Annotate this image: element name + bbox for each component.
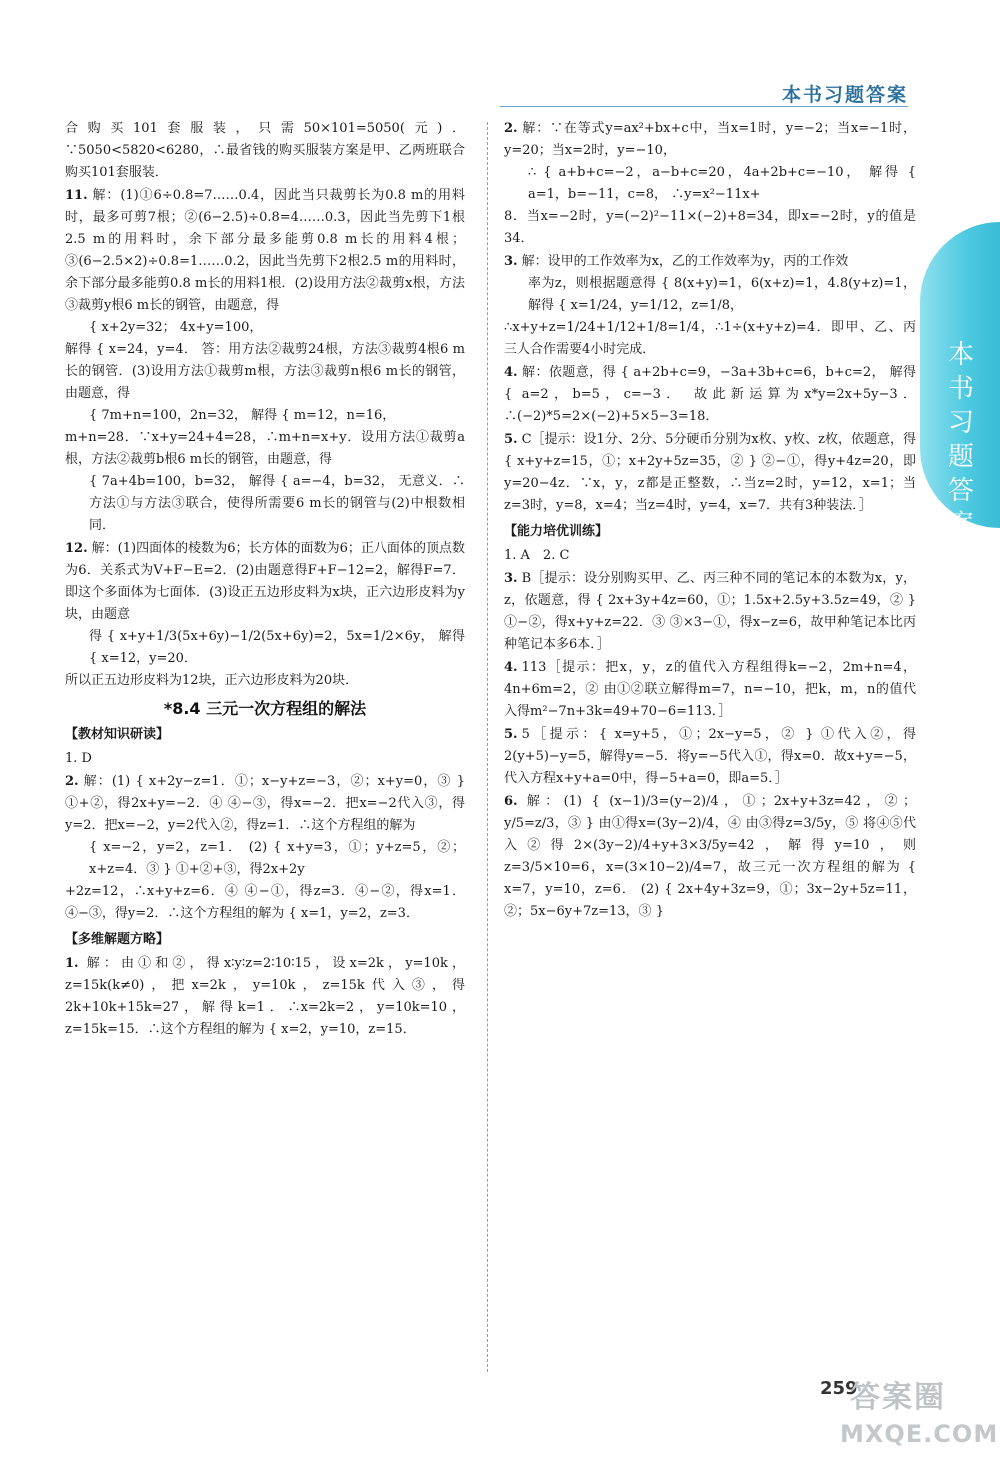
side-tab-label: 本书习题答案 — [947, 340, 974, 540]
answer-n6 — [504, 791, 916, 923]
answer-text: 解：∵在等式y=ax²+bx+c中，当x=1时，y=−2；当x=−1时，y=20；当x=2时，y=−10， — [504, 121, 916, 158]
header-title: 本书习题答案 — [781, 84, 908, 106]
answer-text: 解：依题意，得 { a+2b+c=9，−3a+3b+c=6，b+c=2， 解得 { a=2，b=5，c=−3． 故此新运算为x*y=2x+5y−3．∴(−2)*5=2×(−2)+5×5−3=18． — [504, 365, 916, 424]
answer-text: 解：(1) { (x−1)/3=(y−2)/4，①；2x+y+3z=42，②；y/5=z/3，③ } 由①得x=(3y−2)/4，④ 由③得z=3/5y，⑤ 将④⑤代入②得2×(3y−2)/4+y+3×3/5y=42，解得y=10，则z=3/5×10=6，x=(3×10−2)/4=7，故三元一次方程组的解为 { x=7，y=10，z=6． (2) { 2x+4y+3z=9，①；3x−2y+5z=11，②；5x−6y+7z=13，③ } — [504, 794, 916, 919]
equation-system: ∴ { a+b+c=−2，a−b+c=20，4a+2b+c=−10， 解得 { a=1，b=−11，c=8， ∴y=x²−11x+ — [528, 165, 916, 202]
answer-text: 解得 { x=24，y=4． 答：用方法②裁剪24根，方法③裁剪4根6 m长的钢管．(3)设用方法①裁剪m根，方法③裁剪n根6 m长的钢管，由题意，得 — [65, 342, 465, 401]
question-number: 4. — [504, 365, 518, 380]
equation-system: { x+2y=32； 4x+y=100， — [89, 320, 263, 335]
section-title: *8.4 三元一次方程组的解法 — [163, 699, 367, 718]
question-number: 12. — [65, 541, 88, 556]
answer-n5 — [504, 724, 916, 790]
header-rule — [500, 106, 908, 107]
answer-text: m+n=28．∵x+y=24+4=28，∴m+n=x+y．设用方法①裁剪a根，方法②裁剪b根6 m长的钢管，由题意，得 — [65, 430, 465, 467]
answer-text: 解：(1) { x+2y−z=1．①；x−y+z=−3，②；x+y=0，③ } ①+②，得2x+y=−2．④ ④−③，得x=−2．把x=−2代入③，得y=2．把x=−2，y=2代入②，得z=1．∴这个方程组的解为 — [65, 774, 465, 833]
answer-text: 5［提示：{ x=y+5，①；2x−y=5，② } ①代入②，得2(y+5)−y=5，解得y=−5．将y=−5代入①，得x=0．故x+y=−5，代入方程x+y+a=0中，得−5+a=0，即a=5．］ — [504, 727, 916, 786]
answer-paragraph: 合购买101套服装，只需50×101=5050(元)．∵5050<5820<6280，∴最省钱的购买服装方案是甲、乙两班联合购买101套服装． — [65, 121, 465, 180]
answer-text: B［提示：设分别购买甲、乙、丙三种不同的笔记本的本数为x，y，z，依题意，得 { 2x+3y+4z=60，①；1.5x+2.5y+3.5z=49，② } ①−②，得x+y+z=22．③ ③×3−①，得x−z=6，故甲种笔记本比丙种笔记本多6本．］ — [504, 571, 916, 652]
answer-text: 解：设甲的工作效率为x，乙的工作效率为y，丙的工作效 — [521, 254, 849, 269]
equation-system: 率为z，则根据题意得 { 8(x+y)=1，6(x+z)=1，4.8(y+z)=1， 解得 { x=1/24，y=1/12，z=1/8， — [528, 276, 916, 313]
subsection-title: 【多维解题方略】 — [65, 932, 170, 947]
answer-text: C［提示：设1分、2分、5分硬币分别为x枚、y枚、z枚，依题意，得 { x+y+z=15，①；x+2y+5z=35，② } ②−①，得y+4z=20，即y=20−4z．∵x，y，z都是正整数，∴当z=2时，y=12，x=1；当z=3时，y=8，x=4；当z=4时，y=4，x=7．共有3种装法．］ — [504, 432, 916, 513]
question-number: 3. — [504, 254, 518, 269]
question-number: 1. — [65, 956, 79, 971]
equation-system: { x=−2，y=2，z=1． (2) { x+y=3，①；y+z=5，②；x+z=4．③ } ①+②+③，得2x+2y — [89, 840, 465, 877]
equation-system: { 7a+4b=100，b=32， 解得 { a=−4，b=32， 无意义．∴方法①与方法③联合，使得所需要6 m长的钢管与(2)中根数相同． — [89, 474, 465, 533]
answer-n4 — [504, 657, 916, 723]
answer-r4 — [504, 362, 916, 428]
answer-q11 — [65, 185, 465, 537]
question-number: 5. — [504, 727, 518, 742]
answer-m1 — [65, 953, 465, 1041]
question-number: 2. — [65, 774, 79, 789]
answer-n12: 1. A 2. C — [504, 548, 570, 563]
answer-text: 所以正五边形皮料为12块，正六边形皮料为20块． — [65, 673, 359, 688]
question-number: 2. — [504, 121, 518, 136]
page-number: 259 — [820, 1378, 858, 1399]
question-number: 6. — [504, 794, 518, 809]
answer-n3 — [504, 568, 916, 656]
answer-text: ∴x+y+z=1/24+1/12+1/8=1/4，∴1÷(x+y+z)=4．即甲、乙、丙三人合作需要4小时完成． — [504, 320, 916, 357]
answer-text: 113［提示：把x，y，z的值代入方程组得k=−2，2m+n=4，4n+6m=2，② 由①②联立解得m=7，n=−10，把k，m，n的值代入得m²−7n+3k=49+70−6=113．］ — [504, 660, 916, 719]
watermark-url: MXQE.COM — [840, 1420, 999, 1448]
answer-q12 — [65, 538, 465, 692]
watermark-logo: 答案圈 — [850, 1380, 946, 1415]
question-number: 4. — [504, 660, 518, 675]
answer-r2 — [504, 118, 916, 250]
column-divider — [487, 122, 488, 1372]
equation-system: 得 { x+y+1/3(5x+6y)−1/2(5x+6y)=2，5x=1/2×6y， 解得 { x=12，y=20． — [89, 629, 465, 666]
answer-k2 — [65, 771, 465, 925]
equation-system: { 7m+n=100，2n=32， 解得 { m=12，n=16， — [89, 408, 396, 423]
answer-text: +2z=12，∴x+y+z=6．④ ④−①，得z=3．④−②，得x=1．④−③，得y=2．∴这个方程组的解为 { x=1，y=2，z=3． — [65, 884, 465, 921]
question-number: 5. — [504, 432, 518, 447]
answer-text: 8．当x=−2时，y=(−2)²−11×(−2)+8=34，即x=−2时，y的值是34． — [504, 209, 916, 246]
subsection-title: 【能力培优训练】 — [504, 524, 609, 539]
right-column — [504, 118, 916, 1373]
left-column — [65, 118, 465, 1373]
answer-text: 解：由①和②，得x∶y∶z=2∶10∶15，设x=2k，y=10k，z=15k(k≠0)，把x=2k，y=10k，z=15k代入③，得2k+10k+15k=27，解得k=1．∴x=2k=2，y=10k=10，z=15k=15．∴这个方程组的解为 { x=2，y=10，z=15． — [65, 956, 465, 1037]
question-number: 11. — [65, 188, 88, 203]
answer-r5 — [504, 429, 916, 517]
subsection-title: 【教材知识研读】 — [65, 727, 170, 742]
answer-text: 解：(1)四面体的棱数为6；长方体的面数为6；正八面体的顶点数为6．关系式为V+F−E=2．(2)由题意得F+F−12=2，解得F=7．即这个多面体为七面体．(3)设正五边形皮料为x块，正六边形皮料为y块，由题意 — [65, 541, 465, 622]
answer-k1: 1. D — [65, 751, 92, 766]
answer-r3 — [504, 251, 916, 361]
answer-text: 解：(1)①6÷0.8=7……0.4，因此当只裁剪长为0.8 m的用料时，最多可剪7根；②(6−2.5)÷0.8=4……0.3，因此当先剪下1根2.5 m的用料时，余下部分最多能剪0.8 m长的用料4根；③(6−2.5×2)÷0.8=1……0.2，因此当先剪下2根2.5 m的用料时，余下部分最多能剪0.8 m长的用料1根．(2)设用方法②裁剪x根，方法③裁剪y根6 m长的钢管，由题意，得 — [65, 188, 465, 313]
question-number: 3. — [504, 571, 518, 586]
